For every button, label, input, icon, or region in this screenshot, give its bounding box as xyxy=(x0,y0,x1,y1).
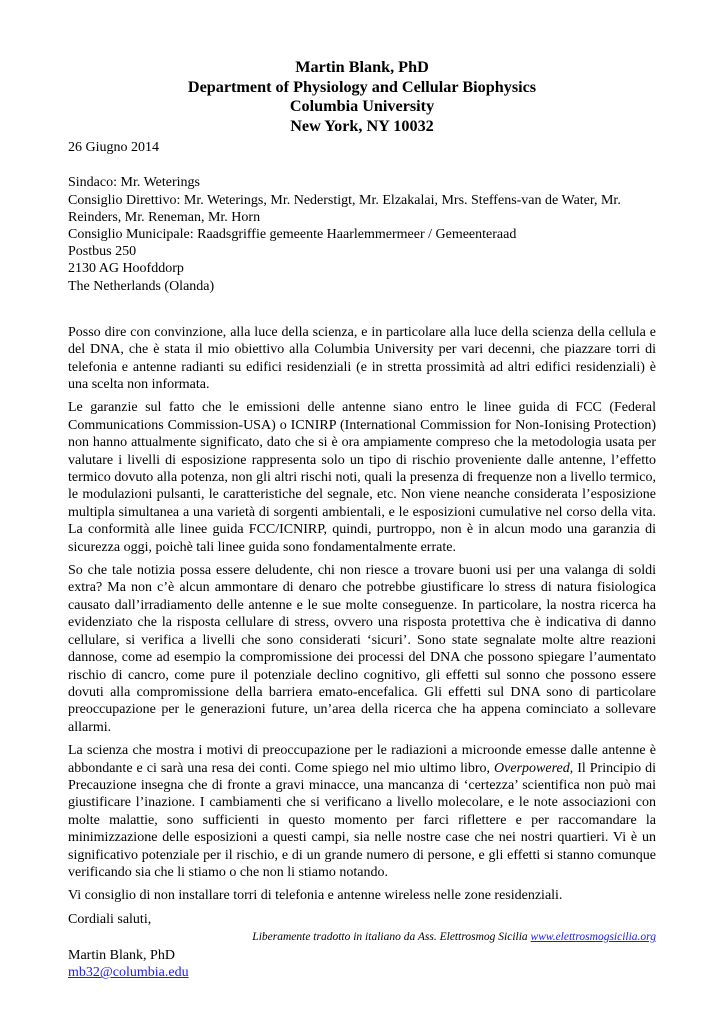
letter-body xyxy=(68,324,656,905)
department: Department of Physiology and Cellular Biophysics xyxy=(187,77,537,96)
translation-link[interactable]: www.elettrosmogsicilia.org xyxy=(530,931,656,943)
recipient-line: 2130 AG Hoofddorp xyxy=(68,261,184,277)
paragraph: Posso dire con convinzione, alla luce della scienza, e in particolare alla luce della scienza della cellula e del DNA, che è stata il mio obiettivo alla Columbia University per vari decenni, che piazzare torri di telefonia e antenne radianti su edifici residenziali (e in stretta prossimità ad altri edifici residenziali) è una scelta non informata. xyxy=(68,324,656,393)
city: New York, NY 10032 xyxy=(290,116,434,135)
recipient-line: Reinders, Mr. Reneman, Mr. Horn xyxy=(68,209,261,225)
paragraph xyxy=(68,742,656,881)
translation-note-text: Liberamente tradotto in italiano da Ass. Elettrosmog Sicilia xyxy=(252,931,531,943)
letterhead xyxy=(68,58,656,136)
signature-block xyxy=(68,947,189,982)
paragraph: Le garanzie sul fatto che le emissioni delle antenne siano entro le linee guida di FCC (Federal Communications Commission-USA) o ICNIRP (International Commission for Non-Ionising Protection) non hanno attualmente significato, dato che si è ora ampiamente compreso che la metodologia usata per valutare i livelli di esposizione rappresenta solo un tipo di rischio proveniente dalle antenne, l’effetto termico dovuto alla potenza, non gli altri rischi noti, quali la presenza di frequenze non a livello termico, le modulazioni pulsanti, le caratteristiche del segnale, etc. Non viene neanche considerata l’esposizione multipla simultanea a una varietà di sorgenti ambientali, e le esposizioni cumulative nel corso della vita. La conformità alle linee guida FCC/ICNIRP, quindi, purtroppo, non è in alcun modo una garanzia di sicurezza oggi, poichè tali linee guida sono fondamentalmente errate. xyxy=(68,400,656,555)
recipient-block xyxy=(68,174,656,294)
book-title: Overpowered xyxy=(494,760,570,776)
recipient-line: The Netherlands (Olanda) xyxy=(68,278,215,294)
signature-email-link[interactable]: mb32@columbia.edu xyxy=(68,965,189,981)
paragraph-text: La scienza che mostra i motivi di preoccupazione per le radiazioni a microonde emesse dalle antenne è abbondante e ci sarà una resa dei conti. Come spiego nel mio ultimo libro, xyxy=(68,743,656,776)
recipient-line: Sindaco: Mr. Weterings xyxy=(68,175,200,191)
translation-note xyxy=(252,931,656,943)
paragraph: So che tale notizia possa essere deludente, chi non riesce a trovare buoni usi per una valanga di soldi extra? Ma non c’è alcun ammontare di denaro che potrebbe giustificare lo stress di natura fisiologica causato dall’irradiamento delle antenne e le sue molte conseguenze. In particolare, la nostra ricerca ha evidenziato che la risposta cellulare di stress, ovvero una risposta protettiva che è indicativa di danno cellulare, si verifica a livelli che sono considerati ‘sicuri’. Sono state segnalate molte altre reazioni dannose, come ad esempio la compromissione dei processi del DNA che possono spiegare l’aumentato rischio di cancro, come pure il potenziale declino cognitivo, gli effetti sul sonno che possono essere dovuti alla compromissione della barriera emato-encefalica. Gli effetti sul DNA sono di particolare preoccupazione per le generazioni future, un’area della ricerca che ha appena cominciato a sollevare allarmi. xyxy=(68,563,656,735)
paragraph: Vi consiglio di non installare torri di telefonia e antenne wireless nelle zone residenziali. xyxy=(68,888,563,904)
closing: Cordiali saluti, xyxy=(68,911,152,927)
author-name: Martin Blank, PhD xyxy=(295,58,429,76)
recipient-line: Consiglio Direttivo: Mr. Weterings, Mr. Nederstigt, Mr. Elzakalai, Mrs. Steffens-van de Water, Mr. xyxy=(68,192,621,208)
letter xyxy=(68,58,656,928)
recipient-line: Postbus 250 xyxy=(68,244,137,260)
paragraph-text: , Il Principio di Precauzione insegna che di fronte a gravi minacce, una mancanza di ‘certezza’ scientifica non può mai giustificare l’inazione. I cambiamenti che si verificano a livello molecolare, e le note associazioni con molte malattie, sono sufficienti in questo momento per farci riflettere e per raccomandare la minimizzazione delle esposizioni a questi campi, sia nelle nostre case che nei nostri quartieri. Vi è un significativo potenziale per il rischio, e di un grande numero di persone, e gli effetti si stanno comunque verificando sia che li stiamo o che non li stiamo notando. xyxy=(68,760,656,880)
university: Columbia University xyxy=(289,97,435,116)
signature-name: Martin Blank, PhD xyxy=(68,948,175,963)
recipient-line: Consiglio Municipale: Raadsgriffie gemeente Haarlemmermeer / Gemeenteraad xyxy=(68,226,517,242)
letter-date: 26 Giugno 2014 xyxy=(68,140,159,156)
